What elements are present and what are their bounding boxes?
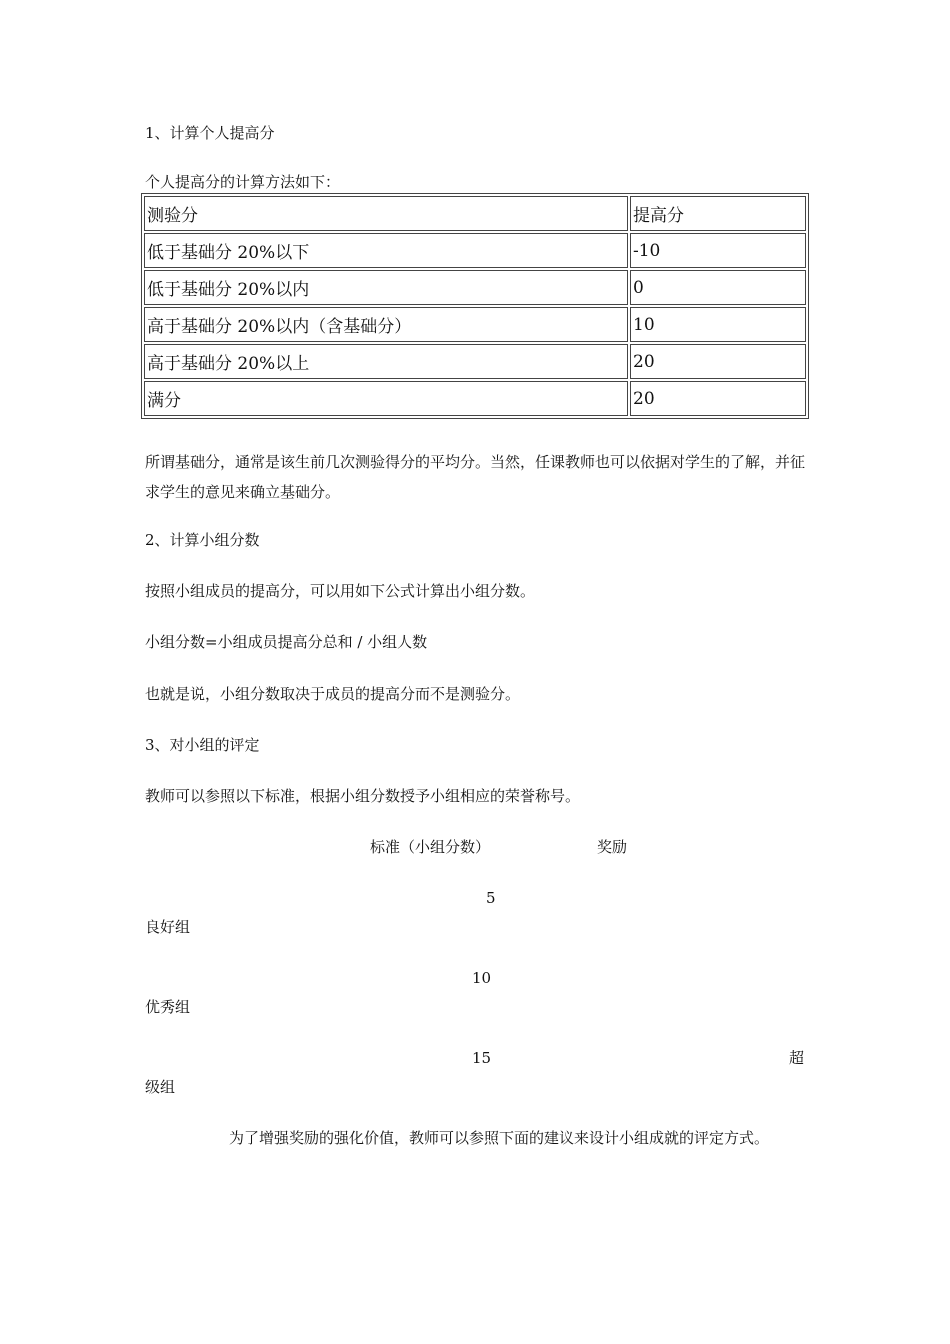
- level-award: 优秀组: [145, 998, 191, 1016]
- table-row: [144, 233, 806, 268]
- section3-heading: 3、对小组的评定: [145, 736, 260, 754]
- table-row: [144, 381, 806, 416]
- table-cell: 高于基础分 20%以上: [144, 344, 628, 379]
- table-cell: 20: [630, 344, 806, 379]
- section3-paragraph: 教师可以参照以下标准，根据小组分数授予小组相应的荣誉称号。: [145, 787, 581, 805]
- group-score-formula: 小组分数=小组成员提高分总和 / 小组人数: [145, 633, 428, 651]
- table-header-row: [144, 196, 806, 231]
- table-header-cell: 测验分: [144, 196, 628, 231]
- table-row: [144, 344, 806, 379]
- table-cell: 20: [630, 381, 806, 416]
- table-cell: 低于基础分 20%以下: [144, 233, 628, 268]
- level-award-part: 超: [789, 1049, 805, 1067]
- table-cell: 低于基础分 20%以内: [144, 270, 628, 305]
- reward-column-header: 奖励: [597, 838, 628, 856]
- level-score: 5: [486, 889, 496, 907]
- table-cell: 10: [630, 307, 806, 342]
- table-header-cell: 提高分: [630, 196, 806, 231]
- section2-paragraph: 按照小组成员的提高分，可以用如下公式计算出小组分数。: [145, 582, 536, 600]
- standard-column-header: 标准（小组分数）: [370, 838, 491, 856]
- level-score: 15: [472, 1049, 492, 1067]
- closing-paragraph: 为了增强奖励的强化价值，教师可以参照下面的建议来设计小组成就的评定方式。: [229, 1129, 770, 1147]
- level-score: 10: [472, 969, 492, 987]
- table-cell: 满分: [144, 381, 628, 416]
- level-award-part: 级组: [145, 1078, 176, 1096]
- score-table: [141, 193, 809, 419]
- table-row: [144, 307, 806, 342]
- table-cell: 0: [630, 270, 806, 305]
- base-score-note: 所谓基础分，通常是该生前几次测验得分的平均分。当然，任课教师也可以依据对学生的了解，并征求学生的意见来确立基础分。: [145, 453, 806, 501]
- section1-intro: 个人提高分的计算方法如下：: [145, 173, 341, 191]
- section1-heading: 1、计算个人提高分: [145, 124, 275, 142]
- table-cell: -10: [630, 233, 806, 268]
- table-cell: 高于基础分 20%以内（含基础分）: [144, 307, 628, 342]
- table-row: [144, 270, 806, 305]
- level-award: 良好组: [145, 918, 191, 936]
- section2-heading: 2、计算小组分数: [145, 531, 260, 549]
- section2-conclusion: 也就是说，小组分数取决于成员的提高分而不是测验分。: [145, 685, 521, 703]
